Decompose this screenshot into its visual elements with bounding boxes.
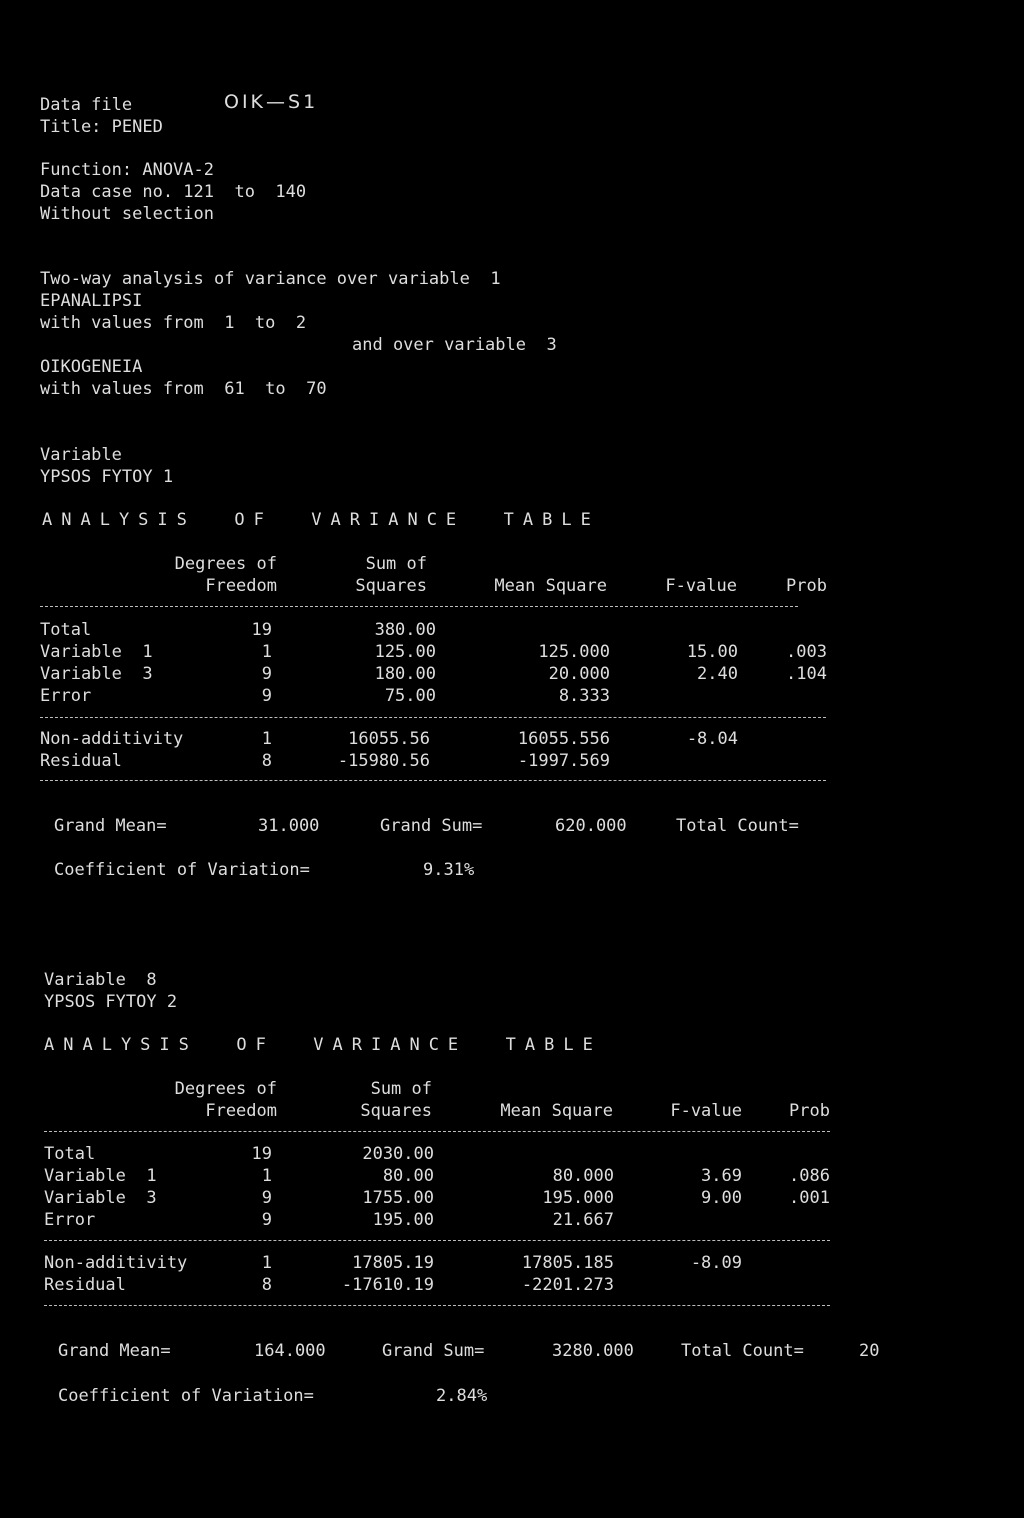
factor1-name: EPANALIPSI <box>40 291 143 311</box>
cv-label: Coefficient of Variation= <box>54 860 310 880</box>
row-ms: 8.333 <box>558 686 610 706</box>
row-f: 15.00 <box>686 642 738 662</box>
row-df: 1 <box>261 1166 272 1186</box>
row-ss: 195.00 <box>372 1210 434 1230</box>
row-source: Variable 1 <box>40 642 153 662</box>
cv-label: Coefficient of Variation= <box>58 1386 314 1406</box>
grand-sum-label: Grand Sum= <box>382 1341 485 1361</box>
total-count-value: 20 <box>859 1341 880 1361</box>
row-df: 9 <box>261 686 272 706</box>
row-ms: 80.000 <box>552 1166 614 1186</box>
col-header-mean-square: Mean Square <box>494 576 607 596</box>
row-f: 3.69 <box>701 1166 742 1186</box>
selection-line: Without selection <box>40 204 214 224</box>
row-f: -8.04 <box>686 729 738 749</box>
divider <box>40 717 826 718</box>
col-header-f-value: F-value <box>665 576 737 596</box>
row-ms: 17805.185 <box>521 1253 614 1273</box>
row-ss: 17805.19 <box>352 1253 434 1273</box>
row-ms: 20.000 <box>548 664 610 684</box>
divider <box>44 1305 830 1306</box>
row-df: 19 <box>251 1144 272 1164</box>
cv-value: 9.31% <box>423 860 475 880</box>
row-f: 9.00 <box>701 1188 742 1208</box>
row-ss: -17610.19 <box>341 1275 434 1295</box>
row-ms: 21.667 <box>552 1210 614 1230</box>
factor1-range: with values from 1 to 2 <box>40 313 307 333</box>
col-header-ss-2: Squares <box>355 576 427 596</box>
row-df: 1 <box>261 1253 272 1273</box>
row-source: Non-additivity <box>40 729 184 749</box>
grand-mean-label: Grand Mean= <box>54 816 167 836</box>
factor2-name: OIKOGENEIA <box>40 357 143 377</box>
col-header-prob: Prob <box>789 1101 830 1121</box>
row-ms: -2201.273 <box>521 1275 614 1295</box>
divider <box>40 780 826 781</box>
row-ss: 125.00 <box>374 642 436 662</box>
row-df: 1 <box>261 642 272 662</box>
row-source: Variable 3 <box>40 664 153 684</box>
col-header-dof-1: Degrees of <box>174 554 277 574</box>
row-df: 8 <box>261 1275 272 1295</box>
row-ss: 380.00 <box>374 620 436 640</box>
col-header-ss-1: Sum of <box>365 554 427 574</box>
grand-mean-label: Grand Mean= <box>58 1341 171 1361</box>
row-df: 1 <box>261 729 272 749</box>
row-df: 8 <box>261 751 272 771</box>
title-line: Title: PENED <box>40 117 163 137</box>
total-count-label: Total Count= <box>676 816 799 836</box>
total-count-label: Total Count= <box>681 1341 804 1361</box>
anova-table-heading: ANALYSIS OF VARIANCE TABLE <box>42 510 600 530</box>
row-ss: 1755.00 <box>362 1188 434 1208</box>
col-header-prob: Prob <box>786 576 827 596</box>
row-df: 9 <box>261 1210 272 1230</box>
row-source: Error <box>44 1210 96 1230</box>
grand-sum-label: Grand Sum= <box>380 816 483 836</box>
cv-value: 2.84% <box>436 1386 488 1406</box>
row-ms: 16055.556 <box>517 729 610 749</box>
row-ms: -1997.569 <box>517 751 610 771</box>
variable-label: Variable 8 <box>44 970 157 990</box>
row-ss: -15980.56 <box>337 751 430 771</box>
row-ss: 80.00 <box>382 1166 434 1186</box>
col-header-ss-2: Squares <box>360 1101 432 1121</box>
variable-name: YPSOS FYTOY 1 <box>40 467 174 487</box>
row-prob: .104 <box>786 664 827 684</box>
col-header-dof-2: Freedom <box>205 1101 277 1121</box>
row-df: 9 <box>261 1188 272 1208</box>
row-ss: 2030.00 <box>362 1144 434 1164</box>
grand-sum-value: 3280.000 <box>552 1341 634 1361</box>
row-df: 19 <box>251 620 272 640</box>
row-source: Non-additivity <box>44 1253 188 1273</box>
factor2-intro: and over variable 3 <box>352 335 557 355</box>
analysis-description: Two-way analysis of variance over variable 1 <box>40 269 501 289</box>
row-source: Total <box>40 620 92 640</box>
variable-label: Variable <box>40 445 122 465</box>
row-ms: 195.000 <box>542 1188 614 1208</box>
row-ss: 16055.56 <box>348 729 430 749</box>
row-df: 9 <box>261 664 272 684</box>
row-source: Variable 1 <box>44 1166 157 1186</box>
factor2-range: with values from 61 to 70 <box>40 379 327 399</box>
row-prob: .001 <box>789 1188 830 1208</box>
row-prob: .086 <box>789 1166 830 1186</box>
row-prob: .003 <box>786 642 827 662</box>
grand-sum-value: 620.000 <box>555 816 627 836</box>
col-header-dof-2: Freedom <box>205 576 277 596</box>
divider <box>44 1240 830 1241</box>
row-source: Residual <box>40 751 122 771</box>
col-header-dof-1: Degrees of <box>174 1079 277 1099</box>
row-ms: 125.000 <box>538 642 610 662</box>
row-source: Residual <box>44 1275 126 1295</box>
col-header-ss-1: Sum of <box>370 1079 432 1099</box>
data-file-label: Data file <box>40 95 133 115</box>
case-range-line: Data case no. 121 to 140 <box>40 182 307 202</box>
col-header-f-value: F-value <box>670 1101 742 1121</box>
row-source: Variable 3 <box>44 1188 157 1208</box>
grand-mean-value: 164.000 <box>254 1341 326 1361</box>
data-file-value: OIK—S1 <box>224 91 319 113</box>
row-source: Error <box>40 686 92 706</box>
row-source: Total <box>44 1144 96 1164</box>
col-header-mean-square: Mean Square <box>500 1101 613 1121</box>
grand-mean-value: 31.000 <box>258 816 320 836</box>
function-line: Function: ANOVA-2 <box>40 160 214 180</box>
divider <box>40 606 798 607</box>
row-ss: 75.00 <box>384 686 436 706</box>
row-f: -8.09 <box>690 1253 742 1273</box>
anova-table-heading: ANALYSIS OF VARIANCE TABLE <box>44 1035 602 1055</box>
divider <box>44 1131 830 1132</box>
variable-name: YPSOS FYTOY 2 <box>44 992 178 1012</box>
row-f: 2.40 <box>697 664 738 684</box>
row-ss: 180.00 <box>374 664 436 684</box>
